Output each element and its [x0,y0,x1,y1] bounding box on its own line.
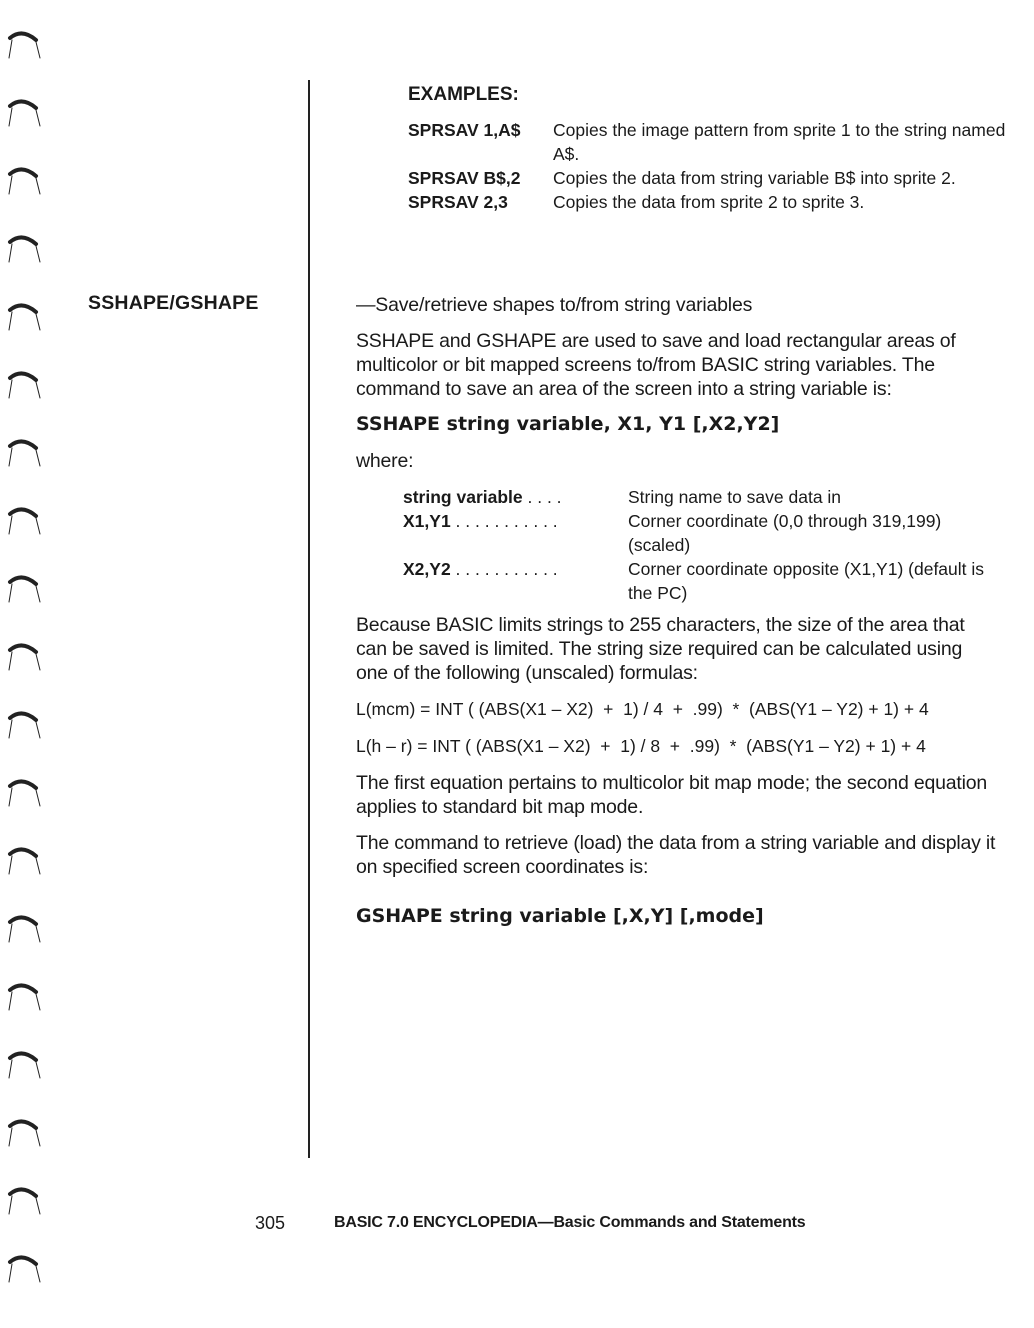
binding-ring-side [9,40,12,58]
binding-ring-side [36,110,40,126]
binding-ring [10,577,36,584]
binding-ring-side [9,516,12,534]
column-divider [308,80,310,1158]
binding-ring-side [36,926,40,942]
binding-ring-side [9,1196,12,1214]
binding-ring [10,373,36,380]
binding-ring [10,169,36,176]
binding-ring-side [36,1198,40,1214]
binding-ring-side [9,380,12,398]
binding-ring-side [36,1130,40,1146]
parameter-name: X1,Y1 [403,511,451,531]
binding-ring [10,713,36,720]
parameter-description: String name to save data in [628,487,842,507]
sshape-syntax: SSHAPE string variable, X1, Y1 [,X2,Y2] [356,413,780,435]
limits-paragraph: Because BASIC limits strings to 255 characters, the size of the area that can be saved is limited. The string size required can be calculated using one of the following (unscaled) formulas: [356,614,965,684]
example-row [408,190,1008,214]
parameter-description: Corner coordinate (0,0 through 319,199) (scaled) [628,511,942,555]
binding-ring [10,781,36,788]
binding-ring-side [9,312,12,330]
leader-dots: . . . . . . . . . . . [450,511,558,531]
example-row [408,118,1008,166]
binding-ring-side [9,244,12,262]
example-description: Copies the data from sprite 2 to sprite 3. [553,192,865,212]
binding-ring-side [9,720,12,738]
binding-ring [10,441,36,448]
binding-ring-side [36,450,40,466]
parameter-description: Corner coordinate opposite (X1,Y1) (default is the PC) [628,559,985,603]
examples-heading: EXAMPLES: [408,84,519,105]
binding-ring [10,237,36,244]
binding-ring-side [9,1060,12,1078]
binding-ring-side [36,1062,40,1078]
binding-ring [10,849,36,856]
binding-ring-side [36,722,40,738]
binding-ring [10,101,36,108]
binding-ring [10,917,36,924]
binding-ring [10,305,36,312]
binding-ring-side [9,924,12,942]
parameter-list [403,485,996,605]
binding-ring [10,1189,36,1196]
example-command: SPRSAV 1,A$ [408,120,521,140]
binding-ring-side [36,858,40,874]
binding-ring-side [9,1264,12,1282]
binding-ring-side [36,178,40,194]
binding-ring [10,509,36,516]
binding-ring-side [9,1128,12,1146]
binding-ring [10,1053,36,1060]
section-summary: —Save/retrieve shapes to/from string variables [356,294,753,316]
binding-ring-side [36,994,40,1010]
binding-ring-side [36,518,40,534]
parameter-row [403,557,996,605]
binding-ring-side [9,176,12,194]
binding-ring-side [9,992,12,1010]
spiral-binding [0,0,60,1328]
binding-ring-side [9,652,12,670]
section-body [356,293,996,941]
examples-block [408,84,1008,214]
intro-paragraph: SSHAPE and GSHAPE are used to save and load rectangular areas of multicolor or bit mapped screens to/from BASIC string variables. The command to save an area of the screen into a string variable is: [356,330,956,400]
binding-ring-side [36,42,40,58]
binding-ring-side [9,788,12,806]
formula-mcm: L(mcm) = INT ( (ABS(X1 – X2) + 1) / 4 + .99) * (ABS(Y1 – Y2) + 1) + 4 [356,699,929,719]
binding-ring-side [9,108,12,126]
binding-ring-side [36,314,40,330]
binding-ring-side [9,856,12,874]
parameter-name: string variable [403,487,523,507]
leader-dots: . . . . [522,487,562,507]
gshape-syntax: GSHAPE string variable [,X,Y] [,mode] [356,905,764,927]
running-footer: BASIC 7.0 ENCYCLOPEDIA—Basic Commands and Statements [334,1214,806,1231]
leader-dots: . . . . . . . . . . . [450,559,558,579]
parameter-name: X2,Y2 [403,559,451,579]
page-number: 305 [255,1213,286,1233]
formula-hr: L(h – r) = INT ( (ABS(X1 – X2) + 1) / 8 + .99) * (ABS(Y1 – Y2) + 1) + 4 [356,736,926,756]
binding-ring [10,1121,36,1128]
binding-ring-side [36,790,40,806]
binding-ring-side [9,448,12,466]
binding-ring [10,645,36,652]
binding-ring-side [36,654,40,670]
example-description: Copies the data from string variable B$ into sprite 2. [553,168,956,188]
example-command: SPRSAV 2,3 [408,192,508,212]
binding-ring [10,33,36,40]
binding-ring [10,1257,36,1264]
example-command: SPRSAV B$,2 [408,168,521,188]
binding-ring-side [36,246,40,262]
binding-ring-side [36,382,40,398]
binding-ring-side [9,584,12,602]
example-description: Copies the image pattern from sprite 1 to the string named A$. [553,120,1006,164]
where-label: where: [356,450,414,472]
binding-ring-side [36,586,40,602]
binding-ring [10,985,36,992]
section-title: SSHAPE/GSHAPE [88,292,259,314]
parameter-row [403,485,996,509]
example-row [408,166,1008,190]
equations-note: The first equation pertains to multicolor bit map mode; the second equation applies to standard bit map mode. [356,772,988,818]
parameter-row [403,509,996,557]
retrieve-paragraph: The command to retrieve (load) the data from a string variable and display it on specified screen coordinates is: [356,832,996,878]
binding-ring-side [36,1266,40,1282]
